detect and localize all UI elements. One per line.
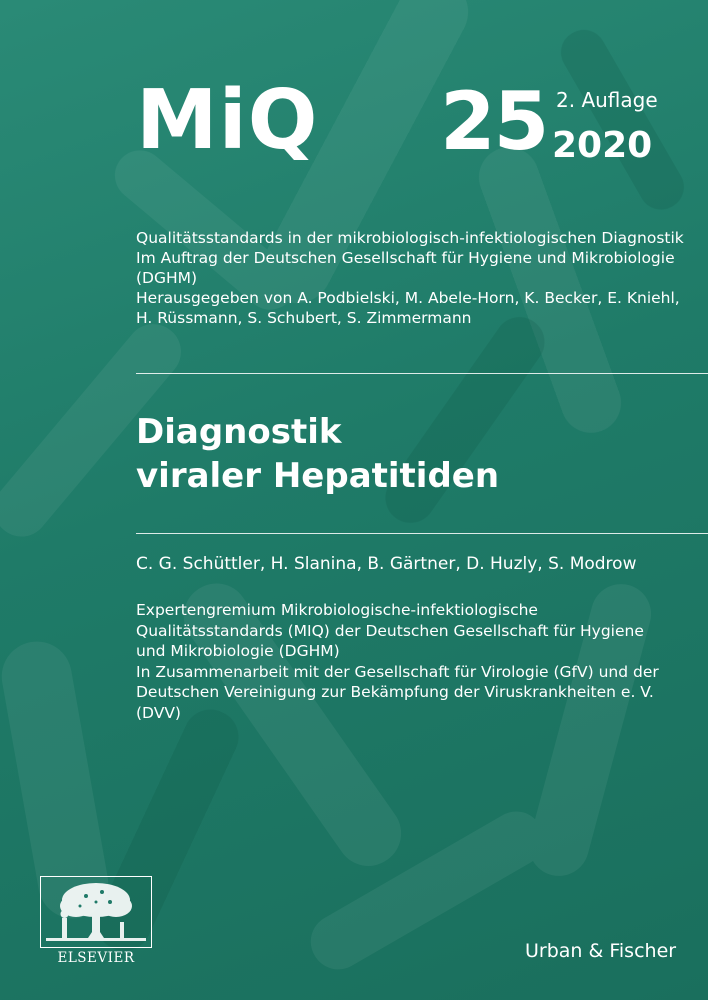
description-line: (DVV) xyxy=(136,703,181,722)
description-line: Qualitätsstandards (MIQ) der Deutschen Gesellschaft für Hygiene xyxy=(136,621,644,640)
divider-top xyxy=(136,373,708,374)
authors: C. G. Schüttler, H. Slanina, B. Gärtner, D. Huzly, S. Modrow xyxy=(136,554,637,574)
elsevier-wordmark: ELSEVIER xyxy=(57,950,135,966)
book-title-line: viraler Hepatitiden xyxy=(136,456,500,496)
volume-number: 25 xyxy=(440,75,548,168)
series-description-line: H. Rüssmann, S. Schubert, S. Zimmermann xyxy=(136,309,472,327)
description-line: Expertengremium Mikrobiologische-infektiologische xyxy=(136,601,538,619)
description-line: In Zusammenarbeit mit der Gesellschaft für Virologie (GfV) und der xyxy=(136,662,659,681)
publisher-name: Urban & Fischer xyxy=(525,940,677,962)
publication-year: 2020 xyxy=(552,125,653,166)
edition-label: 2. Auflage xyxy=(556,88,658,112)
book-title-line: Diagnostik xyxy=(136,412,342,452)
elsevier-logo xyxy=(40,876,152,966)
divider-bottom xyxy=(136,533,708,534)
description-line: und Mikrobiologie (DGHM) xyxy=(136,642,340,660)
series-description xyxy=(136,228,686,328)
series-description-line: (DGHM) xyxy=(136,269,198,287)
book-title xyxy=(136,410,499,498)
series-logo: MiQ xyxy=(136,73,319,168)
expert-committee-description xyxy=(136,600,686,723)
series-description-line: Qualitätsstandards in der mikrobiologisch-infektiologischen Diagnostik xyxy=(136,229,684,247)
series-description-line: Herausgegeben von A. Podbielski, M. Abele-Horn, K. Becker, E. Kniehl, xyxy=(136,289,680,307)
elsevier-tree-icon xyxy=(40,876,152,948)
series-description-line: Im Auftrag der Deutschen Gesellschaft für Hygiene und Mikrobiologie xyxy=(136,249,675,267)
description-line: Deutschen Vereinigung zur Bekämpfung der Viruskrankheiten e. V. xyxy=(136,683,654,701)
